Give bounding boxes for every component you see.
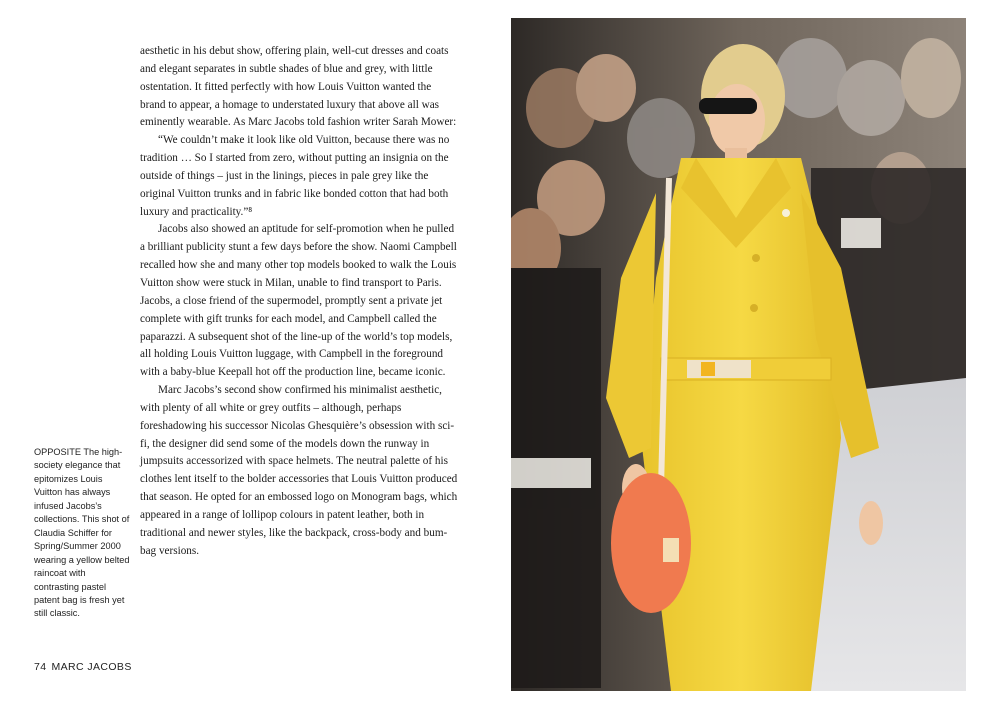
page-folio xyxy=(34,661,132,673)
photo-caption xyxy=(34,446,130,621)
body-text-column xyxy=(140,43,458,560)
runway-photo xyxy=(511,18,966,691)
runway-photo-illustration xyxy=(511,18,966,691)
running-head: MARC JACOBS xyxy=(51,661,132,673)
caption-lead: OPPOSITE xyxy=(34,447,81,457)
caption-text: The high-society elegance that epitomizes Louis Vuitton has always infused Jacobs’s collections. This shot of Claudia Schiffer for Spring/Summer 2000 wearing a yellow belted raincoat with contrasting pastel patent bag is fresh yet still classic. xyxy=(34,447,130,619)
body-paragraph-1: aesthetic in his debut show, offering plain, well-cut dresses and coats and elegant separates in subtle shades of blue and grey, with little ostentation. It fitted perfectly with how Louis Vuitton wanted the brand to appear, a homage to understated luxury that above all was eminently wearable. As Marc Jacobs told fashion writer Sarah Mower: xyxy=(140,45,457,129)
page-number: 74 xyxy=(34,661,47,673)
body-paragraph-3: Jacobs also showed an aptitude for self-promotion when he pulled a brilliant publicity stunt a few days before the show. Naomi Campbell recalled how she and many other top models booked to walk the Louis Vuitton show were stuck in Milan, unable to find transport to Paris. Jacobs, a close friend of the supermodel, promptly sent a private jet complete with gift trunks for each model, and Campbell called the paparazzi. A subsequent shot of the line-up of the world’s top models, all holding Louis Vuitton luggage, with Campbell in the foreground with a baby-blue Keepall hot off the production line, became iconic. xyxy=(140,223,457,379)
body-paragraph-4: Marc Jacobs’s second show confirmed his minimalist aesthetic, with plenty of all white or grey outfits – although, perhaps foreshadowing his successor Nicolas Ghesquière’s obsession with sci-fi, the designer did send some of the models down the runway in jumpsuits accessorized with space helmets. The neutral palette of his clothes lent itself to the bolder accessories that Louis Vuitton produced that season. He opted for an embossed logo on Monogram bags, which appeared in a range of lollipop colours in patent leather, both in traditional and newer styles, like the backpack, cross-body and bum-bag versions. xyxy=(140,384,458,557)
body-paragraph-quote: “We couldn’t make it look like old Vuitton, because there was no tradition … So I started from zero, without putting an insignia on the outside of things – just in the linings, pieces in pale grey like the original Vuitton trunks and in fabric like bonded cotton that had both luxury and practicality.”⁸ xyxy=(140,134,450,218)
